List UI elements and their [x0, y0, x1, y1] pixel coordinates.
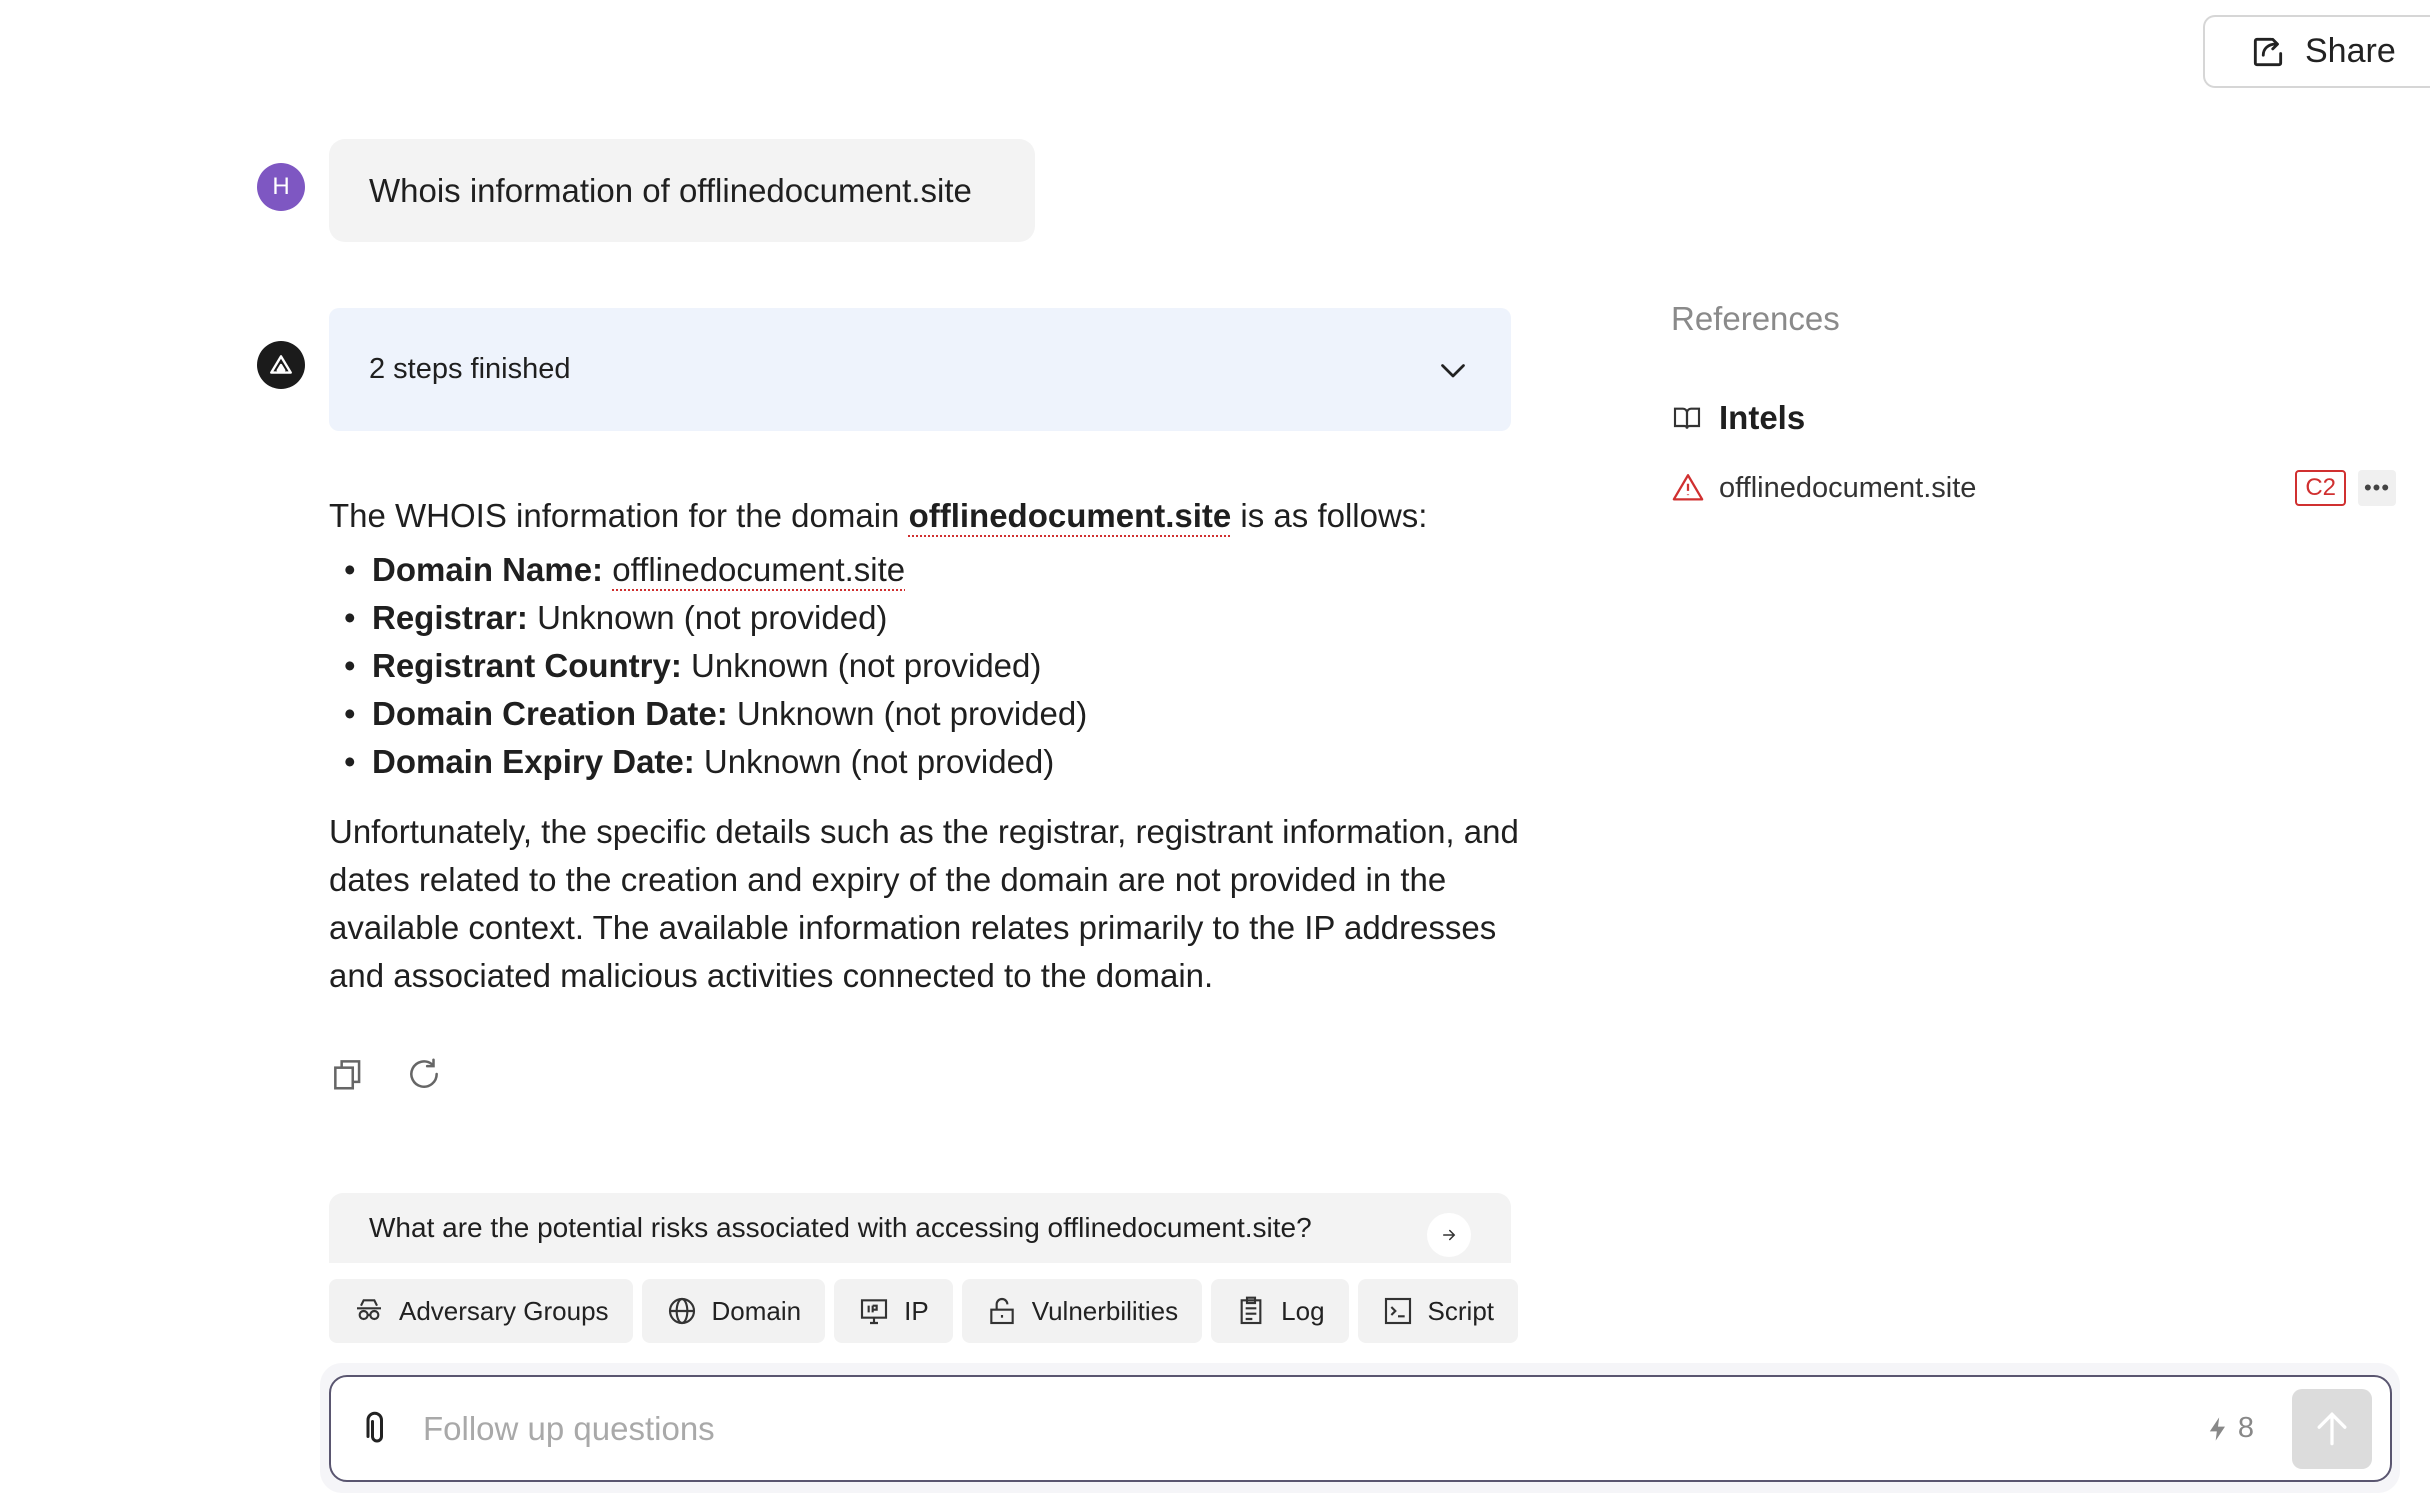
chip-adversary-groups[interactable]: Adversary Groups	[329, 1279, 633, 1343]
assistant-avatar	[257, 341, 305, 389]
chip-domain[interactable]: Domain	[642, 1279, 826, 1343]
copy-icon[interactable]	[329, 1055, 367, 1093]
share-icon	[2249, 33, 2287, 71]
user-avatar: H	[257, 163, 305, 211]
chip-log[interactable]: Log	[1211, 1279, 1348, 1343]
intel-badge: C2	[2295, 470, 2346, 506]
assistant-answer	[329, 492, 1519, 1000]
chip-script[interactable]: Script	[1358, 1279, 1518, 1343]
chevron-down-icon	[1435, 352, 1471, 388]
answer-actions	[329, 1055, 443, 1093]
list-item: • Registrar: Unknown (not provided)	[329, 594, 1519, 642]
share-label: Share	[2305, 32, 2396, 70]
more-options-icon[interactable]: •••	[2358, 470, 2396, 506]
intel-item-name: offlinedocument.site	[1719, 471, 1977, 504]
list-item: • Domain Name: offlinedocument.site	[329, 546, 1519, 594]
suggested-question[interactable]	[329, 1193, 1511, 1263]
domain-link[interactable]: offlinedocument.site	[612, 551, 906, 588]
paperclip-icon[interactable]	[359, 1411, 395, 1447]
answer-paragraph: Unfortunately, the specific details such as the registrar, registrant information, and dates related to the creation and expiry of the domain are not provided in the available context. The available information relates primarily to the IP addresses and associated malicious activities connected to the domain.	[329, 813, 1519, 994]
send-button[interactable]	[2292, 1389, 2372, 1469]
globe-icon	[666, 1295, 698, 1327]
book-icon	[1671, 402, 1703, 434]
list-item: • Registrant Country: Unknown (not provided)	[329, 642, 1519, 690]
chip-ip[interactable]: IP	[834, 1279, 953, 1343]
terminal-icon	[1382, 1295, 1414, 1327]
suggested-question-text: What are the potential risks associated with accessing offlinedocument.site?	[369, 1212, 1312, 1243]
arrow-up-icon	[2310, 1407, 2354, 1451]
whois-list	[329, 546, 1519, 786]
intel-item[interactable]	[1671, 466, 2396, 510]
user-message: Whois information of offlinedocument.site	[329, 139, 1035, 242]
spy-icon	[353, 1295, 385, 1327]
list-item: • Domain Expiry Date: Unknown (not provided)	[329, 738, 1519, 786]
domain-link[interactable]: offlinedocument.site	[908, 497, 1232, 534]
list-item: • Domain Creation Date: Unknown (not provided)	[329, 690, 1519, 738]
clipboard-icon	[1235, 1295, 1267, 1327]
lightning-icon	[2204, 1415, 2232, 1443]
composer	[329, 1375, 2392, 1482]
category-chips	[329, 1279, 1518, 1343]
unlock-icon	[986, 1295, 1018, 1327]
regenerate-icon[interactable]	[405, 1055, 443, 1093]
assistant-logo-icon	[268, 352, 294, 378]
share-button[interactable]	[2203, 15, 2430, 88]
references-title: References	[1671, 300, 1840, 337]
warning-icon	[1671, 471, 1705, 505]
ip-monitor-icon	[858, 1295, 890, 1327]
steps-accordion[interactable]	[329, 308, 1511, 431]
follow-up-input[interactable]	[423, 1410, 2204, 1448]
steps-label: 2 steps finished	[369, 353, 571, 385]
answer-intro: The WHOIS information for the domain offlinedocument.site is as follows:	[329, 497, 1428, 534]
arrow-right-icon	[1427, 1213, 1471, 1257]
credits-counter: 8	[2204, 1412, 2254, 1445]
intels-heading: Intels	[1671, 399, 1805, 437]
chip-vulnerabilities[interactable]: Vulnerbilities	[962, 1279, 1202, 1343]
